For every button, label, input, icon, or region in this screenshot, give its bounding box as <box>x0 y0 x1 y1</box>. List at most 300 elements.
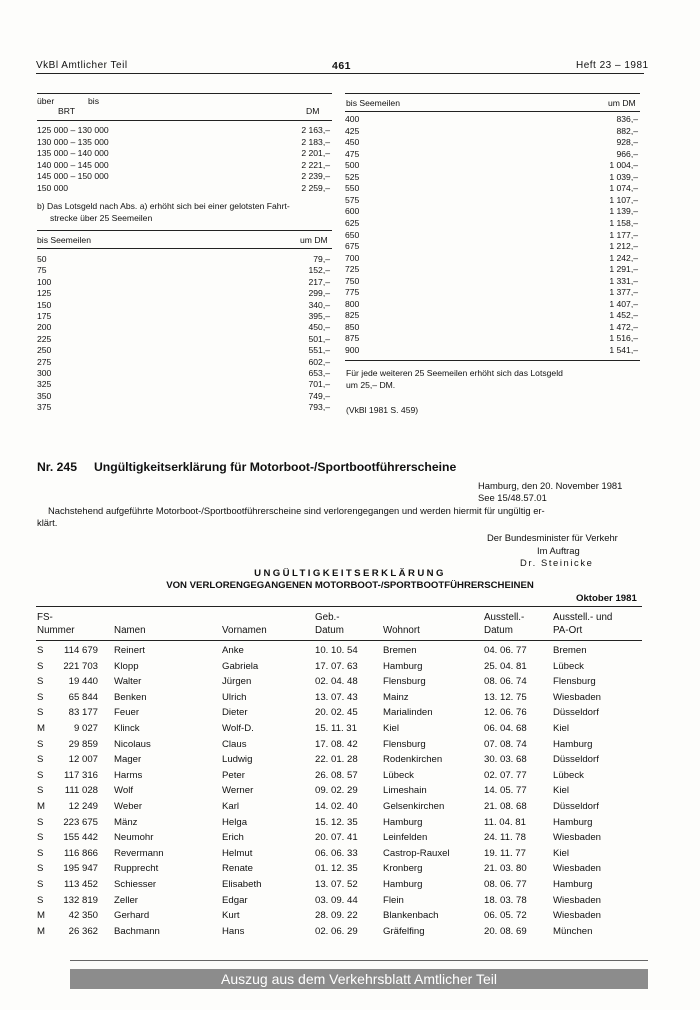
fs-surname: Wolf <box>114 785 134 797</box>
footer-banner: Auszug aus dem Verkehrsblatt Amtlicher Teil <box>70 969 648 989</box>
sm-right-range: 900 <box>345 345 360 355</box>
sm-right-range: 800 <box>345 298 360 309</box>
sm-right-range: 675 <box>345 241 360 252</box>
fs-table-row <box>0 785 700 801</box>
note-b-line1: b) Das Lotsgeld nach Abs. a) erhöht sich bei einer gelotsten Fahrt- <box>37 201 290 211</box>
fs-residence: Marialinden <box>383 707 433 719</box>
fs-firstname: Dieter <box>222 707 248 719</box>
sm-left-amount: 152,– <box>308 265 330 276</box>
fs-birthdate: 17. 08. 42 <box>315 738 358 750</box>
fs-number: 116 866 <box>64 847 98 859</box>
sm-right-range: 775 <box>345 287 360 298</box>
fs-firstname: Kurt <box>222 910 240 922</box>
fs-type: S <box>37 707 44 719</box>
sm-left-amount: 395,– <box>308 311 330 321</box>
sm-right-top-rule <box>345 93 640 94</box>
fs-firstname: Werner <box>222 785 254 797</box>
brt-row <box>37 137 332 148</box>
sm-left-range: 275 <box>37 356 52 367</box>
fs-type: M <box>37 925 45 937</box>
fs-surname: Mager <box>114 754 142 766</box>
list-heading-1: UNGÜLTIGKEITSERKLÄRUNG <box>254 568 446 579</box>
sm-right-row <box>345 322 640 333</box>
fs-birthdate: 01. 12. 35 <box>315 863 358 875</box>
sm-right-row <box>345 333 640 344</box>
sm-left-amount: 602,– <box>308 356 330 367</box>
sm-left-table-body <box>37 254 332 414</box>
fs-header-residence: Wohnort <box>383 625 420 636</box>
fs-type: S <box>37 785 44 797</box>
fs-surname: Weber <box>114 801 143 812</box>
sm-right-row <box>345 206 640 217</box>
fs-issue-date: 19. 11. 77 <box>484 847 526 859</box>
sm-left-amount: 749,– <box>308 390 330 401</box>
sm-right-row <box>345 126 640 137</box>
fs-number: 132 819 <box>63 894 98 906</box>
fs-surname: Bachmann <box>114 925 160 937</box>
sm-right-row <box>345 345 640 356</box>
fs-type: M <box>37 801 45 812</box>
fs-residence: Castrop-Rauxel <box>383 847 450 859</box>
fs-table-row <box>0 801 700 817</box>
fs-number: 114 679 <box>64 645 98 656</box>
fs-table-row <box>0 910 700 926</box>
sm-right-amount: 1 377,– <box>609 287 638 298</box>
fs-header-place1: Ausstell.- und <box>553 612 613 623</box>
fs-residence: Hamburg <box>383 879 423 890</box>
fs-firstname: Helga <box>222 816 248 828</box>
sm-right-row <box>345 276 640 287</box>
sm-left-col-miles: bis Seemeilen <box>37 235 91 245</box>
sm-left-range: 125 <box>37 288 52 299</box>
fs-header-place2: PA-Ort <box>553 625 583 636</box>
fs-residence: Limeshain <box>383 785 427 797</box>
fs-header-firstname: Vornamen <box>222 625 267 636</box>
fs-issue-place: Bremen <box>553 645 587 656</box>
fs-issue-place: Wiesbaden <box>553 832 601 844</box>
brt-row <box>37 183 332 194</box>
sm-left-range: 300 <box>37 368 52 378</box>
fs-issue-place: Hamburg <box>553 879 593 890</box>
brt-table-top-rule <box>37 93 332 94</box>
signature-authority: Der Bundesminister für Verkehr <box>487 532 618 543</box>
fs-issue-place: Düsseldorf <box>553 754 599 766</box>
sm-left-row <box>37 288 332 299</box>
sm-left-amount: 299,– <box>308 288 330 299</box>
fs-residence: Hamburg <box>383 816 423 828</box>
fs-firstname: Edgar <box>222 894 248 906</box>
fs-header-issue2: Datum <box>484 625 513 636</box>
sm-left-range: 100 <box>37 276 52 287</box>
sm-right-bottom-rule <box>345 360 640 361</box>
sm-left-row <box>37 322 332 333</box>
sm-left-row <box>37 345 332 356</box>
fs-number: 9 027 <box>73 723 98 734</box>
fs-firstname: Ludwig <box>222 754 253 766</box>
fs-issue-place: Düsseldorf <box>553 801 599 812</box>
fs-firstname: Karl <box>222 801 240 812</box>
sm-left-row <box>37 368 332 379</box>
fs-firstname: Anke <box>222 645 244 656</box>
fs-table-row <box>0 832 700 848</box>
fs-type: S <box>37 863 44 875</box>
note-right-line2: um 25,– DM. <box>346 380 396 390</box>
fs-surname: Harms <box>114 769 143 781</box>
fs-issue-date: 21. 03. 80 <box>484 863 527 875</box>
sm-right-amount: 1 107,– <box>609 194 638 205</box>
fs-table-row <box>0 661 700 677</box>
fs-type: S <box>37 769 44 781</box>
fs-birthdate: 15. 12. 35 <box>315 816 358 828</box>
fs-surname: Zeller <box>114 894 138 906</box>
sm-left-amount: 653,– <box>308 368 330 378</box>
sm-right-range: 600 <box>345 206 360 217</box>
sm-right-table-body <box>345 114 640 354</box>
sm-right-range: 750 <box>345 275 360 286</box>
fs-header-name: Namen <box>114 625 146 636</box>
sm-left-row <box>37 254 332 265</box>
fs-issue-date: 02. 07. 77 <box>484 769 527 781</box>
sm-left-row <box>37 334 332 345</box>
sm-right-range: 450 <box>345 137 360 148</box>
fs-birthdate: 13. 07. 52 <box>315 879 358 890</box>
sm-right-range: 475 <box>345 148 360 159</box>
sm-right-amount: 1 472,– <box>609 321 638 332</box>
fs-residence: Flensburg <box>383 676 426 688</box>
sm-right-range: 425 <box>345 125 360 136</box>
fs-table-row <box>0 863 700 879</box>
fs-residence: Mainz <box>383 691 409 703</box>
fs-residence: Flensburg <box>383 738 426 750</box>
brt-range: 140 000 – 145 000 <box>37 159 109 170</box>
brt-col-dm: DM <box>306 106 320 116</box>
fs-number: 221 703 <box>63 660 98 672</box>
fs-table-header-rule <box>36 640 642 641</box>
sm-right-amount: 1 331,– <box>609 275 638 286</box>
sm-right-amount: 1 158,– <box>609 217 638 228</box>
fs-type: S <box>37 660 44 672</box>
fs-header-birth2: Datum <box>315 625 344 636</box>
fs-surname: Klopp <box>114 660 139 672</box>
fs-issue-place: Kiel <box>553 723 569 734</box>
fs-birthdate: 13. 07. 43 <box>315 691 358 703</box>
sm-left-amount: 217,– <box>308 276 330 287</box>
sm-right-amount: 1 177,– <box>609 229 638 240</box>
sm-right-amount: 882,– <box>616 125 638 136</box>
fs-birthdate: 20. 02. 45 <box>315 707 358 719</box>
sm-right-row <box>345 230 640 241</box>
signature-name: Dr. Steinicke <box>520 557 594 568</box>
sm-right-range: 525 <box>345 171 360 182</box>
brt-table-body <box>37 125 332 195</box>
sm-right-range: 500 <box>345 160 360 171</box>
fs-birthdate: 20. 07. 41 <box>315 832 358 844</box>
fs-issue-date: 30. 03. 68 <box>484 754 527 766</box>
fs-surname: Benken <box>114 691 147 703</box>
brt-range: 135 000 – 140 000 <box>37 148 109 159</box>
fs-firstname: Wolf-D. <box>222 723 254 734</box>
sm-left-range: 325 <box>37 379 52 390</box>
sm-right-amount: 1 291,– <box>609 264 638 275</box>
brt-table-header-rule <box>37 120 332 121</box>
list-month: Oktober 1981 <box>576 593 637 604</box>
sm-left-row <box>37 357 332 368</box>
header-rule <box>36 73 644 74</box>
running-header: VkBl Amtlicher Teil <box>36 60 128 71</box>
fs-birthdate: 17. 07. 63 <box>315 660 358 672</box>
fs-table-row <box>0 707 700 723</box>
fs-surname: Walter <box>114 676 142 688</box>
sm-left-range: 150 <box>37 299 52 310</box>
fs-issue-place: Hamburg <box>553 738 593 750</box>
place-date: Hamburg, den 20. November 1981 <box>478 480 623 491</box>
sm-right-amount: 928,– <box>616 137 638 148</box>
fs-surname: Gerhard <box>114 910 150 922</box>
sm-left-range: 375 <box>37 402 52 413</box>
sm-left-col-dm: um DM <box>300 235 328 245</box>
sm-right-amount: 1 516,– <box>609 333 638 344</box>
fs-firstname: Elisabeth <box>222 879 262 890</box>
sm-right-row <box>345 195 640 206</box>
sm-right-amount: 1 074,– <box>609 183 638 194</box>
sm-right-amount: 966,– <box>616 148 638 159</box>
note-right-line1: Für jede weiteren 25 Seemeilen erhöht sich das Lotsgeld <box>346 368 563 378</box>
sm-left-range: 75 <box>37 265 47 276</box>
fs-table-body <box>0 645 700 945</box>
sm-right-amount: 1 541,– <box>609 345 638 355</box>
fs-issue-date: 08. 06. 77 <box>484 879 527 890</box>
fs-table-row <box>0 692 700 708</box>
fs-number: 155 442 <box>63 832 98 844</box>
brt-amount: 2 163,– <box>301 125 330 135</box>
fs-issue-place: Wiesbaden <box>553 910 601 922</box>
sm-right-range: 625 <box>345 217 360 228</box>
reference: (VkBl 1981 S. 459) <box>346 405 419 415</box>
sm-left-range: 50 <box>37 254 47 264</box>
sm-right-range: 575 <box>345 194 360 205</box>
fs-residence: Bremen <box>383 645 417 656</box>
brt-amount: 2 201,– <box>301 148 330 159</box>
fs-number: 65 844 <box>68 691 98 703</box>
sm-left-amount: 501,– <box>308 333 330 344</box>
sm-right-row <box>345 218 640 229</box>
brt-col-to: bis <box>88 96 99 106</box>
fs-number: 113 452 <box>64 879 98 890</box>
sm-left-row <box>37 402 332 413</box>
fs-issue-date: 11. 04. 81 <box>484 816 526 828</box>
sm-right-amount: 1 039,– <box>609 171 638 182</box>
sm-right-range: 550 <box>345 183 360 194</box>
fs-issue-date: 18. 03. 78 <box>484 894 527 906</box>
sm-left-range: 250 <box>37 345 52 356</box>
fs-number: 117 316 <box>64 769 98 781</box>
sm-right-range: 725 <box>345 264 360 275</box>
brt-range: 150 000 <box>37 183 69 193</box>
issue-label: Heft 23 – 1981 <box>576 60 649 71</box>
fs-birthdate: 26. 08. 57 <box>315 769 358 781</box>
fs-residence: Gräfelfing <box>383 925 425 937</box>
fs-firstname: Renate <box>222 863 253 875</box>
fs-surname: Klinck <box>114 723 140 734</box>
sm-left-amount: 450,– <box>308 322 330 333</box>
fs-type: S <box>37 691 44 703</box>
fs-issue-date: 25. 04. 81 <box>484 660 527 672</box>
fs-table-row <box>0 770 700 786</box>
intro-line2: klärt. <box>37 517 58 528</box>
fs-residence: Blankenbach <box>383 910 439 922</box>
sm-right-col-dm: um DM <box>608 98 636 108</box>
fs-surname: Reinert <box>114 645 145 656</box>
brt-col-unit: BRT <box>58 106 76 116</box>
sm-right-header-rule <box>345 111 640 112</box>
fs-table-row <box>0 879 700 895</box>
intro-line1: Nachstehend aufgeführte Motorboot-/Sportbootführerscheine sind verlorengegangen und werden hiermit für ungültig er- <box>48 505 545 516</box>
fs-residence: Flein <box>383 894 404 906</box>
fs-table-row <box>0 926 700 942</box>
fs-firstname: Claus <box>222 738 247 750</box>
fs-residence: Hamburg <box>383 660 423 672</box>
fs-issue-date: 06. 04. 68 <box>484 723 527 734</box>
sm-right-row <box>345 137 640 148</box>
sm-right-amount: 1 139,– <box>609 206 638 217</box>
section-title: Ungültigkeitserklärung für Motorboot-/Sportbootführerscheine <box>94 460 457 474</box>
fs-issue-date: 14. 05. 77 <box>484 785 527 797</box>
fs-number: 26 362 <box>68 925 98 937</box>
fs-birthdate: 06. 06. 33 <box>315 847 358 859</box>
sm-left-top-rule <box>37 230 332 231</box>
fs-number: 19 440 <box>68 676 98 688</box>
sm-left-range: 350 <box>37 390 52 401</box>
sm-left-row <box>37 311 332 322</box>
fs-number: 12 249 <box>68 801 98 812</box>
fs-table-row <box>0 895 700 911</box>
fs-surname: Rupprecht <box>114 863 159 875</box>
fs-table-row <box>0 723 700 739</box>
sm-left-amount: 701,– <box>308 379 330 390</box>
sm-right-range: 400 <box>345 114 360 124</box>
brt-amount: 2 183,– <box>301 136 330 147</box>
file-reference: See 15/48.57.01 <box>478 492 547 503</box>
fs-surname: Revermann <box>114 847 164 859</box>
note-b-line2: strecke über 25 Seemeilen <box>50 213 153 223</box>
brt-col-from: über <box>37 96 55 106</box>
fs-issue-place: Kiel <box>553 785 569 797</box>
fs-issue-place: Lübeck <box>553 769 584 781</box>
fs-residence: Lübeck <box>383 769 414 781</box>
fs-issue-place: Kiel <box>553 847 569 859</box>
section-number: Nr. 245 <box>37 460 77 474</box>
fs-header-birth1: Geb.- <box>315 612 340 623</box>
sm-right-row <box>345 114 640 125</box>
sm-right-amount: 1 407,– <box>609 298 638 309</box>
sm-right-amount: 836,– <box>616 114 638 124</box>
fs-issue-place: Hamburg <box>553 816 593 828</box>
fs-residence: Kiel <box>383 723 399 734</box>
fs-type: S <box>37 676 44 688</box>
fs-residence: Kronberg <box>383 863 423 875</box>
sm-right-row <box>345 183 640 194</box>
brt-amount: 2 259,– <box>301 183 330 193</box>
footer-rule <box>70 960 648 961</box>
sm-left-amount: 793,– <box>308 402 330 413</box>
fs-type: M <box>37 723 45 734</box>
sm-right-row <box>345 310 640 321</box>
fs-table-row <box>0 817 700 833</box>
sm-left-row <box>37 265 332 276</box>
fs-issue-place: Flensburg <box>553 676 596 688</box>
fs-firstname: Ulrich <box>222 691 247 703</box>
fs-number: 195 947 <box>63 863 98 875</box>
fs-issue-place: München <box>553 925 593 937</box>
fs-issue-place: Wiesbaden <box>553 894 601 906</box>
fs-number: 42 350 <box>68 910 98 922</box>
brt-row <box>37 160 332 171</box>
fs-header-number: Nummer <box>37 625 75 636</box>
fs-surname: Mänz <box>114 816 138 828</box>
fs-firstname: Gabriela <box>222 660 259 672</box>
fs-firstname: Helmut <box>222 847 253 859</box>
fs-issue-date: 13. 12. 75 <box>484 691 527 703</box>
fs-residence: Rodenkirchen <box>383 754 443 766</box>
fs-birthdate: 22. 01. 28 <box>315 754 358 766</box>
sm-left-header-rule <box>37 248 332 249</box>
fs-issue-date: 07. 08. 74 <box>484 738 527 750</box>
brt-row <box>37 148 332 159</box>
sm-right-col-miles: bis Seemeilen <box>346 98 400 108</box>
fs-residence: Gelsenkirchen <box>383 801 445 812</box>
sm-right-amount: 1 212,– <box>609 241 638 252</box>
fs-issue-date: 21. 08. 68 <box>484 801 527 812</box>
fs-issue-date: 12. 06. 76 <box>484 707 527 719</box>
fs-table-row <box>0 848 700 864</box>
fs-issue-date: 08. 06. 74 <box>484 676 527 688</box>
fs-firstname: Peter <box>222 769 245 781</box>
fs-number: 223 675 <box>63 816 98 828</box>
fs-type: S <box>37 832 44 844</box>
fs-surname: Neumohr <box>114 832 154 844</box>
brt-range: 145 000 – 150 000 <box>37 171 109 182</box>
brt-range: 125 000 – 130 000 <box>37 125 109 135</box>
fs-surname: Schiesser <box>114 879 157 890</box>
sm-right-row <box>345 287 640 298</box>
brt-amount: 2 239,– <box>301 171 330 182</box>
fs-table-top-rule <box>36 606 642 607</box>
fs-residence: Leinfelden <box>383 832 428 844</box>
fs-type: S <box>37 879 44 890</box>
fs-birthdate: 15. 11. 31 <box>315 723 357 734</box>
sm-left-row <box>37 379 332 390</box>
sm-right-amount: 1 004,– <box>609 160 638 171</box>
sm-left-range: 175 <box>37 311 52 321</box>
page-number: 461 <box>332 60 352 72</box>
fs-birthdate: 09. 02. 29 <box>315 785 358 797</box>
sm-right-row <box>345 241 640 252</box>
brt-row <box>37 171 332 182</box>
sm-left-range: 200 <box>37 322 52 333</box>
sm-right-row <box>345 172 640 183</box>
fs-type: S <box>37 816 44 828</box>
fs-type: S <box>37 847 44 859</box>
fs-type: S <box>37 754 44 766</box>
sm-right-range: 875 <box>345 333 360 344</box>
fs-birthdate: 14. 02. 40 <box>315 801 358 812</box>
fs-type: S <box>37 645 44 656</box>
sm-right-row <box>345 264 640 275</box>
list-heading-2: VON VERLORENGEGANGENEN MOTORBOOT-/SPORTBOOTFÜHRERSCHEINEN <box>166 580 534 591</box>
fs-number: 29 859 <box>68 738 98 750</box>
fs-table-row <box>0 645 700 661</box>
fs-firstname: Jürgen <box>222 676 252 688</box>
